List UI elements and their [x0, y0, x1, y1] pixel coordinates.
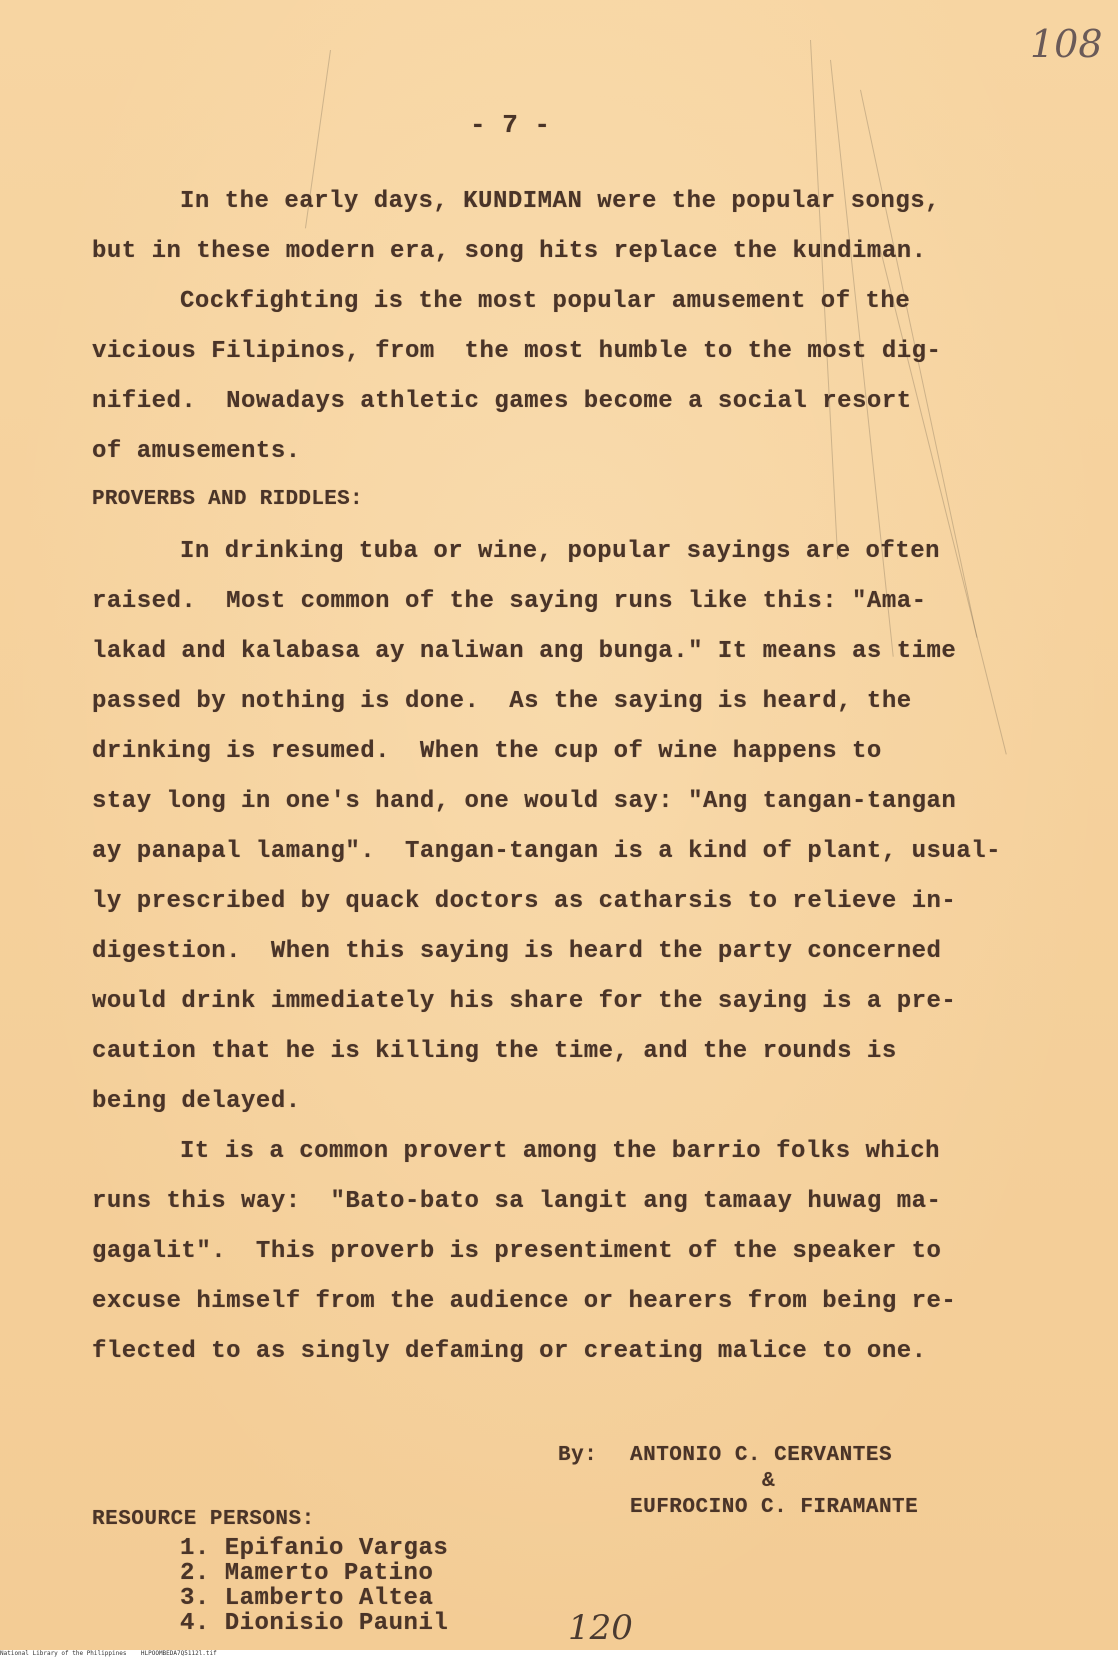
text-line: of amusements.: [92, 438, 301, 465]
text-line: digestion. When this saying is heard the party concerned: [92, 938, 942, 965]
resource-person-item: 1. Epifanio Vargas: [180, 1535, 449, 1562]
text-line: stay long in one's hand, one would say: "Ang tangan-tangan: [92, 788, 957, 815]
text-line: ly prescribed by quack doctors as catharsis to relieve in-: [92, 888, 957, 915]
signature-ampersand: &: [762, 1470, 776, 1493]
text-line: gagalit". This proverb is presentiment of the speaker to: [92, 1238, 942, 1265]
text-line: runs this way: "Bato-bato sa langit ang tamaay huwag ma-: [92, 1188, 942, 1215]
resource-person-item: 4. Dionisio Paunil: [180, 1610, 449, 1637]
resource-person-item: 2. Mamerto Patino: [180, 1560, 434, 1587]
text-line: being delayed.: [92, 1088, 301, 1115]
scan-footer-caption: National Library of the Philippines HLPOOMBEDA7Q5112l.tif: [0, 1650, 1118, 1658]
text-line: In the early days, KUNDIMAN were the popular songs,: [180, 188, 941, 215]
text-line: drinking is resumed. When the cup of wine happens to: [92, 738, 882, 765]
pencil-stroke: [880, 250, 1007, 755]
text-line: vicious Filipinos, from the most humble to the most dig-: [92, 338, 942, 365]
resource-persons-heading: RESOURCE PERSONS:: [92, 1508, 315, 1531]
text-line: In drinking tuba or wine, popular sayings are often: [180, 538, 941, 565]
signature-author-1: ANTONIO C. CERVANTES: [630, 1444, 893, 1467]
text-line: passed by nothing is done. As the saying is heard, the: [92, 688, 912, 715]
text-line: caution that he is killing the time, and the rounds is: [92, 1038, 897, 1065]
text-line: raised. Most common of the saying runs like this: "Ama-: [92, 588, 927, 615]
text-line: Cockfighting is the most popular amusement of the: [180, 288, 911, 315]
text-line: nified. Nowadays athletic games become a social resort: [92, 388, 912, 415]
page-marker: - 7 -: [470, 110, 551, 140]
text-line: lakad and kalabasa ay naliwan ang bunga." It means as time: [92, 638, 957, 665]
handwritten-page-number: 108: [1030, 22, 1103, 66]
resource-person-item: 3. Lamberto Altea: [180, 1585, 434, 1612]
text-line: would drink immediately his share for the saying is a pre-: [92, 988, 957, 1015]
text-line: but in these modern era, song hits replace the kundiman.: [92, 238, 927, 265]
text-line: excuse himself from the audience or hearers from being re-: [92, 1288, 957, 1315]
text-line: It is a common provert among the barrio folks which: [180, 1138, 941, 1165]
text-line: ay panapal lamang". Tangan-tangan is a kind of plant, usual-: [92, 838, 1002, 865]
signature-by-label: By:: [558, 1444, 598, 1467]
text-line: flected to as singly defaming or creating malice to one.: [92, 1338, 927, 1365]
section-heading: PROVERBS AND RIDDLES:: [92, 488, 363, 511]
signature-author-2: EUFROCINO C. FIRAMANTE: [630, 1496, 919, 1519]
handwritten-bottom-number: 120: [568, 1608, 633, 1648]
